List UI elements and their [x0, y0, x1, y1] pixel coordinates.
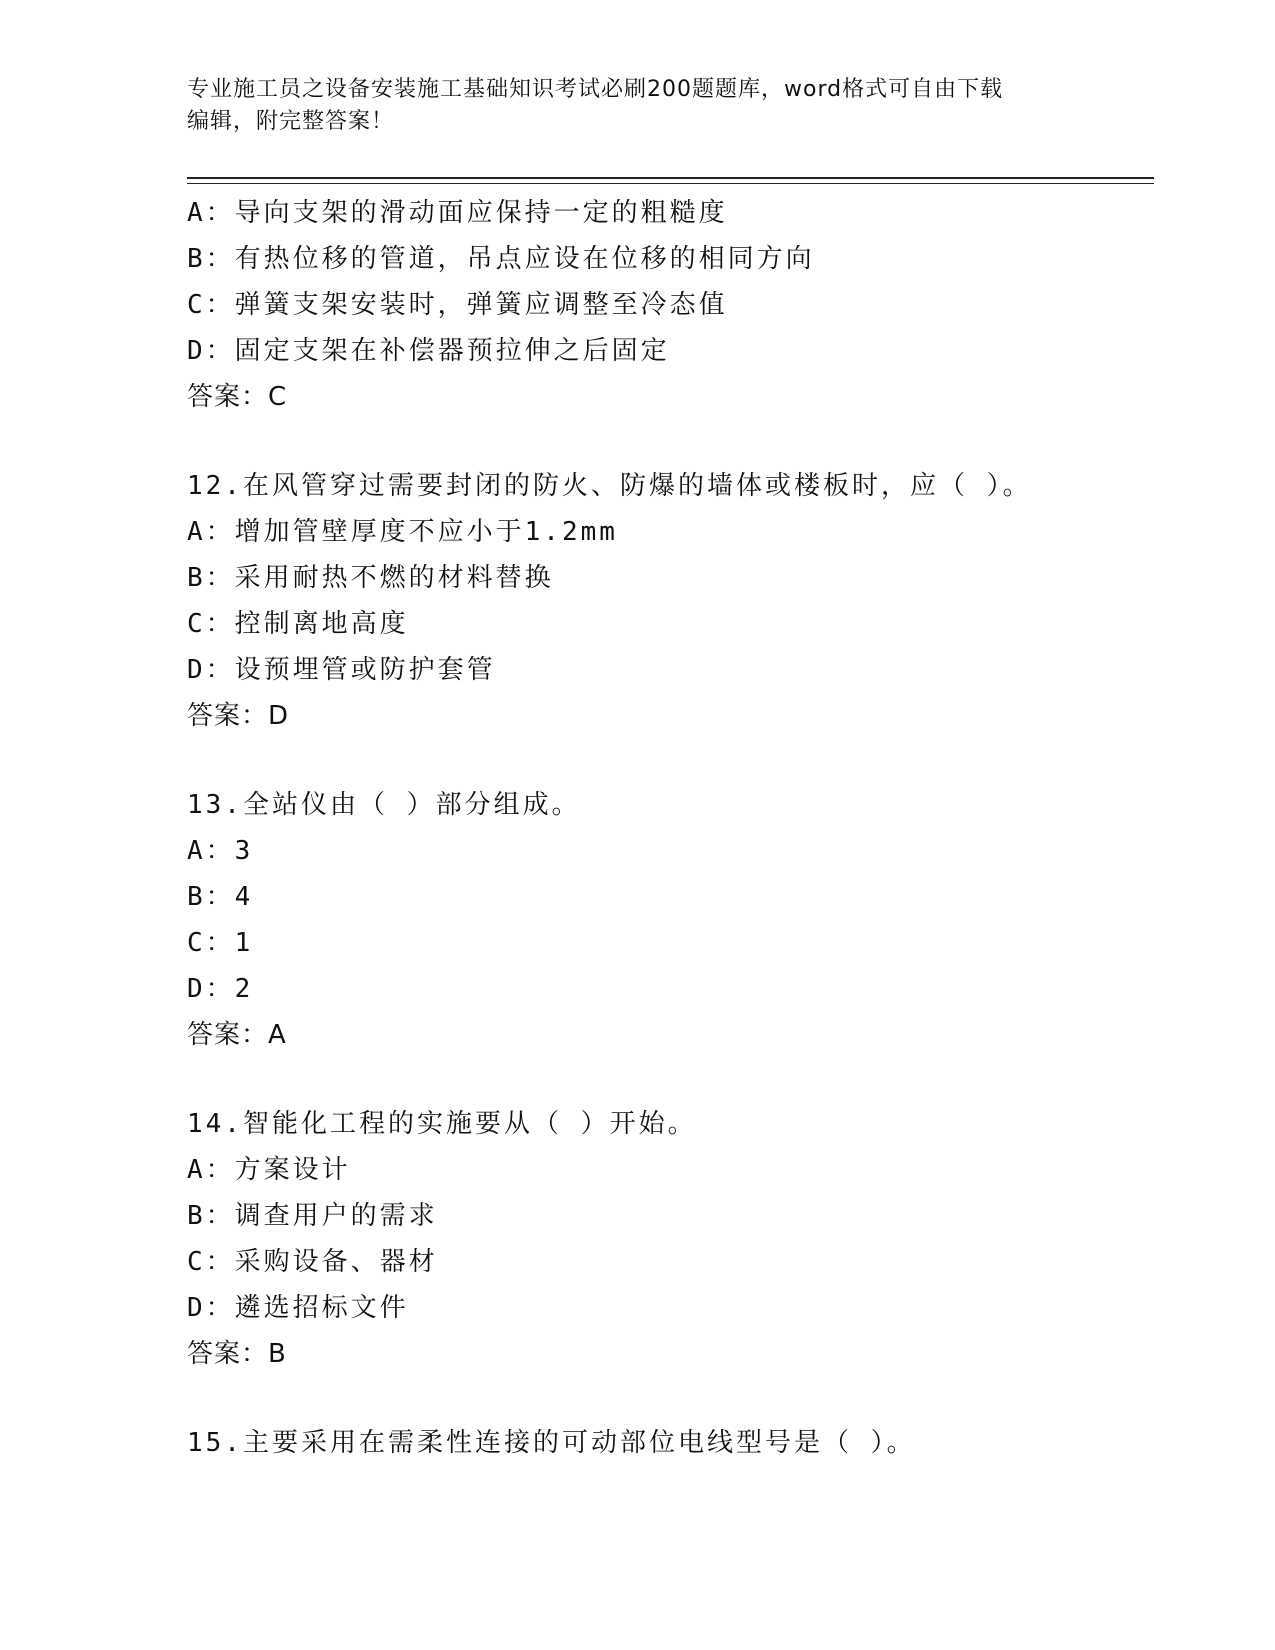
- question-title: 15.主要采用在需柔性连接的可动部位电线型号是（ ）。: [187, 1428, 916, 1458]
- question-title: 14.智能化工程的实施要从（ ）开始。: [187, 1109, 697, 1139]
- spacer: [187, 739, 1147, 782]
- answer-line: 答案：B: [187, 1339, 287, 1369]
- document-header: [187, 74, 1087, 138]
- option-c: C：控制离地高度: [187, 609, 409, 639]
- option-d: D：设预埋管或防护套管: [187, 655, 496, 685]
- question-11: [187, 190, 1147, 420]
- option-c: C：采购设备、器材: [187, 1247, 438, 1277]
- option-a: A：增加管壁厚度不应小于1.2mm: [187, 517, 618, 547]
- answer-line: 答案：A: [187, 1020, 287, 1050]
- option-c: C：1: [187, 928, 254, 958]
- header-line-2: 编辑，附完整答案！: [187, 109, 395, 134]
- spacer: [187, 1377, 1147, 1420]
- answer-line: 答案：C: [187, 382, 288, 412]
- header-divider-thick: [187, 177, 1154, 179]
- option-b: B：有热位移的管道，吊点应设在位移的相同方向: [187, 244, 815, 274]
- option-a: A：3: [187, 836, 254, 866]
- spacer: [187, 420, 1147, 463]
- question-title: 12.在风管穿过需要封闭的防火、防爆的墙体或楼板时，应（ ）。: [187, 471, 1032, 501]
- header-divider-thin: [187, 183, 1154, 184]
- question-14: [187, 1101, 1147, 1377]
- question-12: [187, 463, 1147, 739]
- option-c: C：弹簧支架安装时，弹簧应调整至冷态值: [187, 290, 728, 320]
- option-b: B：调查用户的需求: [187, 1201, 438, 1231]
- option-b: B：4: [187, 882, 254, 912]
- spacer: [187, 1058, 1147, 1101]
- question-15: [187, 1420, 1147, 1466]
- answer-line: 答案：D: [187, 701, 290, 731]
- option-b: B：采用耐热不燃的材料替换: [187, 563, 554, 593]
- option-d: D：固定支架在补偿器预拉伸之后固定: [187, 336, 670, 366]
- question-list: [187, 190, 1147, 1466]
- question-title: 13.全站仪由（ ）部分组成。: [187, 790, 581, 820]
- option-d: D：2: [187, 974, 254, 1004]
- header-line-1: 专业施工员之设备安装施工基础知识考试必刷200题题库，word格式可自由下载: [187, 77, 1004, 102]
- question-13: [187, 782, 1147, 1058]
- option-d: D：遴选招标文件: [187, 1293, 409, 1323]
- option-a: A：方案设计: [187, 1155, 351, 1185]
- option-a: A：导向支架的滑动面应保持一定的粗糙度: [187, 198, 728, 228]
